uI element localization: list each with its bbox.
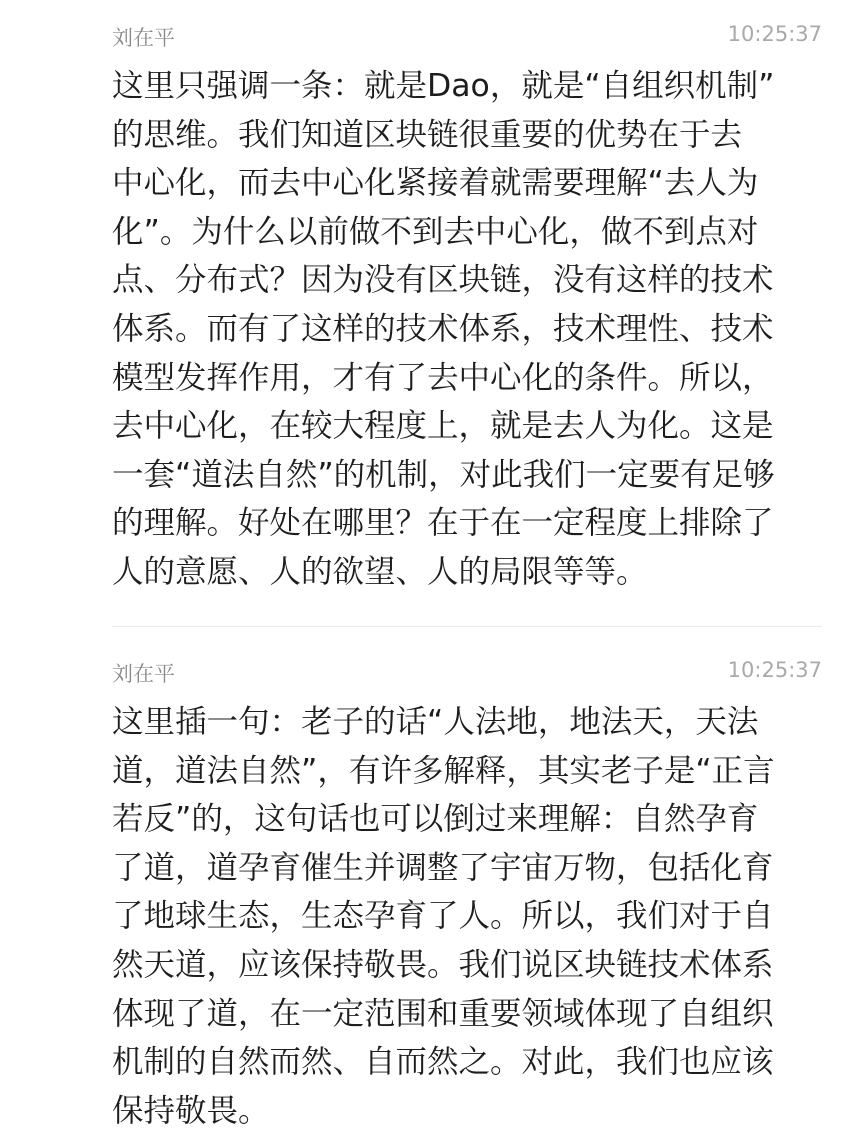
message-header <box>112 656 822 690</box>
message-timestamp: 10:25:37 <box>727 658 822 682</box>
message-line: 一套“道法自然”的机制，对此我们一定要有足够 <box>112 456 775 493</box>
message-line: 的理解。好处在哪里？在于在一定程度上排除了 <box>112 505 774 542</box>
message-line: 化”。为什么以前做不到去中心化，做不到点对 <box>112 213 759 250</box>
message-header <box>112 20 822 54</box>
chat-message-1 <box>112 20 822 597</box>
message-line: 道，道法自然”，有许多解释，其实老子是“正言 <box>112 752 775 789</box>
message-divider <box>112 626 822 627</box>
message-line: 保持敬畏。 <box>112 1092 270 1129</box>
message-text <box>112 62 822 597</box>
message-line: 体系。而有了这样的技术体系，技术理性、技术 <box>112 310 774 347</box>
message-line: 中心化，而去中心化紧接着就需要理解“去人为 <box>112 165 759 202</box>
message-line: 了地球生态，生态孕育了人。所以，我们对于自 <box>112 898 774 935</box>
message-line: 了道，道孕育催生并调整了宇宙万物，包括化育 <box>112 849 774 886</box>
message-line: 这里插一句：老子的话“人法地，地法天，天法 <box>112 704 759 740</box>
message-line: 这里只强调一条：就是Dao，就是“自组织机制” <box>112 68 775 104</box>
message-line: 模型发挥作用，才有了去中心化的条件。所以， <box>112 359 774 396</box>
message-line: 人的意愿、人的欲望、人的局限等等。 <box>112 553 648 590</box>
message-line: 点、分布式？因为没有区块链，没有这样的技术 <box>112 262 774 299</box>
sender-name: 刘在平 <box>112 26 175 50</box>
message-line: 若反”的，这句话也可以倒过来理解：自然孕育 <box>112 801 759 838</box>
chat-message-2 <box>112 656 822 1135</box>
message-line: 体现了道，在一定范围和重要领域体现了自组织 <box>112 995 774 1032</box>
message-line: 去中心化，在较大程度上，就是去人为化。这是 <box>112 408 774 445</box>
message-text <box>112 698 822 1135</box>
sender-name: 刘在平 <box>112 662 175 686</box>
message-line: 的思维。我们知道区块链很重要的优势在于去 <box>112 116 743 153</box>
message-line: 然天道，应该保持敬畏。我们说区块链技术体系 <box>112 946 774 983</box>
message-timestamp: 10:25:37 <box>727 22 822 46</box>
message-line: 机制的自然而然、自而然之。对此，我们也应该 <box>112 1044 774 1081</box>
